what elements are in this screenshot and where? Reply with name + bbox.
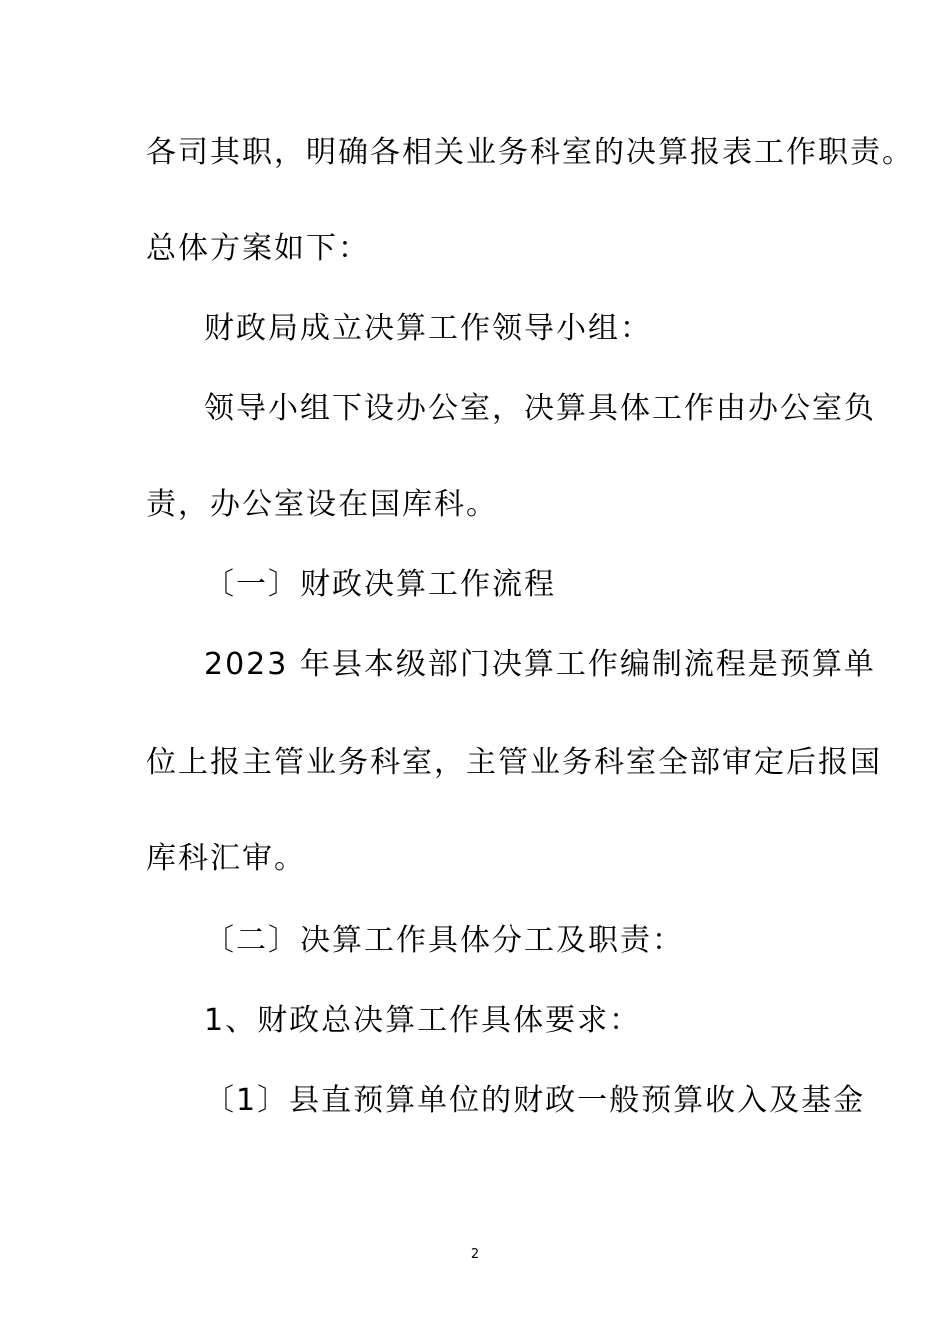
paragraph-line: 2023 年县本级部门决算工作编制流程是预算单: [204, 647, 876, 682]
list-item: 〔1〕县直预算单位的财政一般预算收入及基金: [204, 1083, 866, 1118]
list-item: 1、财政总决算工作具体要求：: [204, 1003, 642, 1038]
page-number: 2: [470, 1247, 480, 1262]
paragraph-line: 责，办公室设在国库科。: [146, 487, 498, 522]
paragraph-line: 总体方案如下：: [146, 231, 370, 266]
paragraph-line: 位上报主管业务科室，主管业务科室全部审定后报国: [146, 745, 882, 780]
paragraph-line: 领导小组下设办公室，决算具体工作由办公室负: [204, 391, 876, 426]
paragraph-line: 库科汇审。: [146, 841, 306, 876]
paragraph-line: 财政局成立决算工作领导小组：: [204, 311, 652, 346]
paragraph-line: 各司其职，明确各相关业务科室的决算报表工作职责。: [146, 135, 914, 170]
section-heading: 〔二〕决算工作具体分工及职责：: [204, 923, 684, 958]
section-heading: 〔一〕财政决算工作流程: [204, 567, 556, 602]
